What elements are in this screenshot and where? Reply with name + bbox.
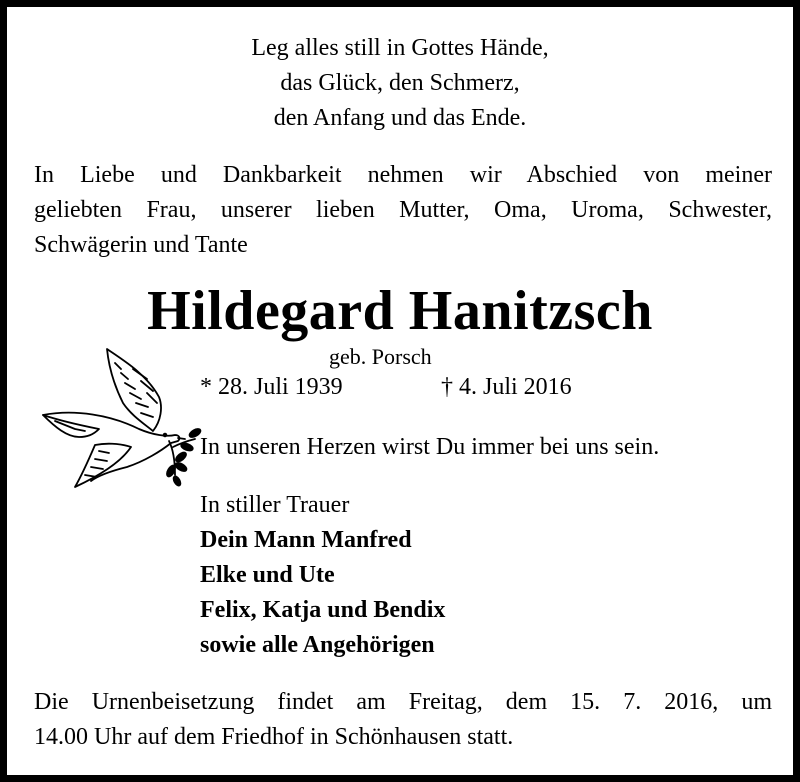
poem-line-3: den Anfang und das Ende. — [273, 105, 527, 131]
mourner-line-2: Elke und Ute — [200, 562, 335, 588]
mourners-heading: In stiller Trauer — [200, 492, 350, 518]
dove-with-olive-branch-icon — [35, 343, 205, 491]
mourner-line-3: Felix, Katja und Bendix — [200, 597, 446, 623]
poem-line-2: das Glück, den Schmerz, — [280, 70, 520, 96]
death-date: † 4. Juli 2016 — [441, 374, 572, 400]
intro-line-2: geliebten Frau, unserer lieben Mutter, Oma, Uroma, Schwester, — [34, 197, 772, 223]
funeral-line-1: Die Urnenbeisetzung findet am Freitag, dem 15. 7. 2016, um — [34, 689, 772, 715]
intro-line-3: Schwägerin und Tante — [34, 232, 248, 258]
mourner-line-4: sowie alle Angehörigen — [200, 632, 435, 658]
mourner-line-1: Dein Mann Manfred — [200, 527, 412, 553]
funeral-line-2: 14.00 Uhr auf dem Friedhof in Schönhausen statt. — [34, 724, 514, 750]
birth-date: * 28. Juli 1939 — [200, 374, 343, 400]
poem-line-1: Leg alles still in Gottes Hände, — [251, 35, 549, 61]
intro-line-1: In Liebe und Dankbarkeit nehmen wir Abschied von meiner — [34, 162, 772, 188]
birth-name: geb. Porsch — [329, 344, 432, 369]
remembrance-message: In unseren Herzen wirst Du immer bei uns sein. — [200, 434, 660, 460]
deceased-name: Hildegard Hanitzsch — [147, 280, 653, 342]
